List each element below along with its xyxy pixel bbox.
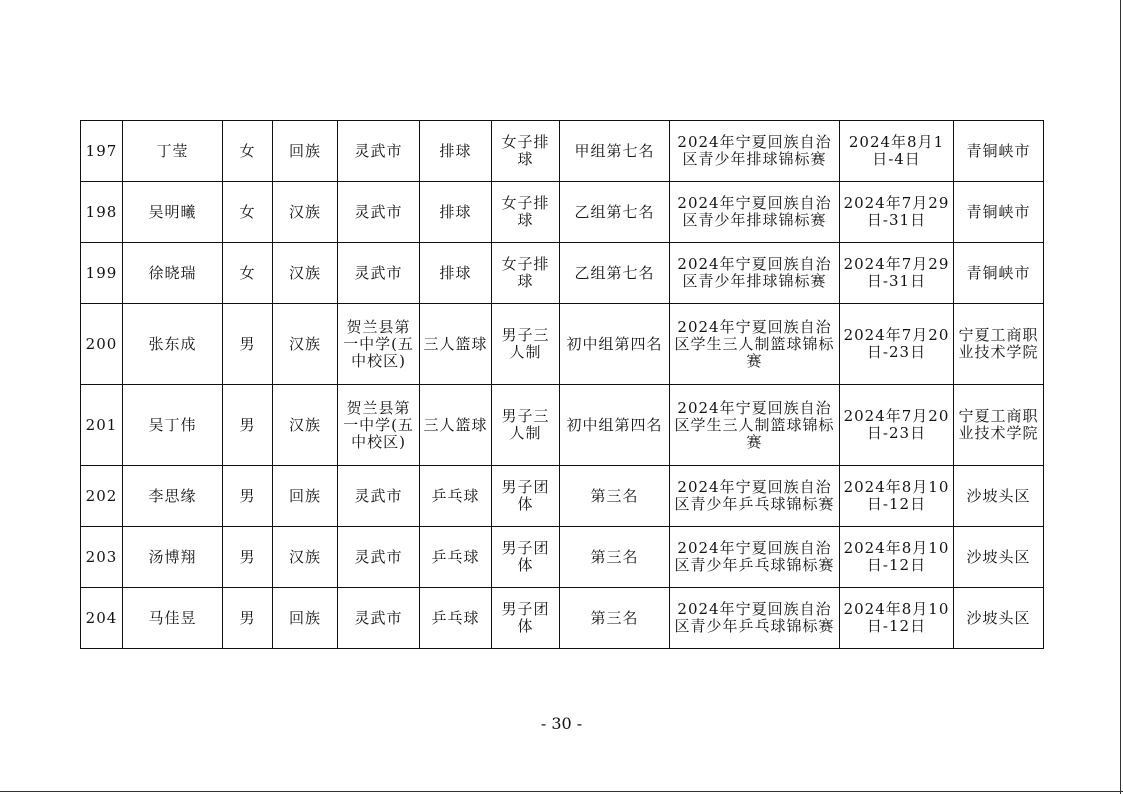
table-row (81, 466, 1044, 527)
row-number: 200 (81, 304, 123, 385)
row-number: 197 (81, 121, 123, 182)
gender: 女 (223, 121, 273, 182)
result: 初中组第四名 (560, 304, 670, 385)
sport: 乒乓球 (420, 527, 492, 588)
venue: 宁夏工商职业技术学院 (954, 385, 1044, 466)
athlete-name: 丁莹 (123, 121, 223, 182)
gender: 女 (223, 243, 273, 304)
dates: 2024年8月10日-12日 (840, 466, 954, 527)
competition: 2024年宁夏回族自治区青少年乒乓球锦标赛 (670, 466, 840, 527)
table-body (81, 121, 1044, 649)
table-row (81, 527, 1044, 588)
competition: 2024年宁夏回族自治区青少年乒乓球锦标赛 (670, 588, 840, 649)
event: 男子团体 (492, 466, 560, 527)
unit: 贺兰县第一中学(五中校区) (338, 385, 420, 466)
athlete-name: 吴丁伟 (123, 385, 223, 466)
dates: 2024年7月29日-31日 (840, 182, 954, 243)
result: 第三名 (560, 588, 670, 649)
page-number: - 30 - (540, 714, 583, 733)
competition: 2024年宁夏回族自治区学生三人制篮球锦标赛 (670, 304, 840, 385)
dates: 2024年8月1日-4日 (840, 121, 954, 182)
result: 乙组第七名 (560, 182, 670, 243)
competition: 2024年宁夏回族自治区学生三人制篮球锦标赛 (670, 385, 840, 466)
ethnicity: 汉族 (273, 385, 338, 466)
venue: 沙坡头区 (954, 527, 1044, 588)
table-row (81, 304, 1044, 385)
result: 初中组第四名 (560, 385, 670, 466)
dates: 2024年7月20日-23日 (840, 304, 954, 385)
sport: 三人篮球 (420, 304, 492, 385)
row-number: 201 (81, 385, 123, 466)
competition: 2024年宁夏回族自治区青少年排球锦标赛 (670, 182, 840, 243)
row-number: 204 (81, 588, 123, 649)
gender: 男 (223, 385, 273, 466)
unit: 灵武市 (338, 121, 420, 182)
ethnicity: 回族 (273, 121, 338, 182)
page-edge-bottom (0, 791, 1123, 792)
competition: 2024年宁夏回族自治区青少年排球锦标赛 (670, 243, 840, 304)
unit: 贺兰县第一中学(五中校区) (338, 304, 420, 385)
gender: 男 (223, 466, 273, 527)
dates: 2024年7月20日-23日 (840, 385, 954, 466)
event: 女子排球 (492, 121, 560, 182)
table-row (81, 182, 1044, 243)
sport: 三人篮球 (420, 385, 492, 466)
competition: 2024年宁夏回族自治区青少年排球锦标赛 (670, 121, 840, 182)
venue: 青铜峡市 (954, 121, 1044, 182)
venue: 宁夏工商职业技术学院 (954, 304, 1044, 385)
venue: 沙坡头区 (954, 466, 1044, 527)
result: 第三名 (560, 527, 670, 588)
unit: 灵武市 (338, 466, 420, 527)
gender: 女 (223, 182, 273, 243)
ethnicity: 回族 (273, 588, 338, 649)
result: 乙组第七名 (560, 243, 670, 304)
ethnicity: 汉族 (273, 304, 338, 385)
athlete-name: 汤博翔 (123, 527, 223, 588)
athlete-name: 马佳昱 (123, 588, 223, 649)
sport: 乒乓球 (420, 466, 492, 527)
ethnicity: 汉族 (273, 527, 338, 588)
gender: 男 (223, 527, 273, 588)
unit: 灵武市 (338, 588, 420, 649)
gender: 男 (223, 588, 273, 649)
ethnicity: 回族 (273, 466, 338, 527)
venue: 青铜峡市 (954, 182, 1044, 243)
athlete-name: 张东成 (123, 304, 223, 385)
athlete-name: 吴明曦 (123, 182, 223, 243)
row-number: 199 (81, 243, 123, 304)
venue: 青铜峡市 (954, 243, 1044, 304)
row-number: 198 (81, 182, 123, 243)
unit: 灵武市 (338, 243, 420, 304)
row-number: 203 (81, 527, 123, 588)
result: 甲组第七名 (560, 121, 670, 182)
dates: 2024年8月10日-12日 (840, 588, 954, 649)
dates: 2024年7月29日-31日 (840, 243, 954, 304)
athlete-name: 徐晓瑞 (123, 243, 223, 304)
venue: 沙坡头区 (954, 588, 1044, 649)
gender: 男 (223, 304, 273, 385)
event: 男子三人制 (492, 304, 560, 385)
sport: 排球 (420, 121, 492, 182)
ethnicity: 汉族 (273, 243, 338, 304)
ethnicity: 汉族 (273, 182, 338, 243)
table-row (81, 243, 1044, 304)
event: 女子排球 (492, 243, 560, 304)
sport: 乒乓球 (420, 588, 492, 649)
table-row (81, 121, 1044, 182)
athlete-name: 李思缘 (123, 466, 223, 527)
event: 男子三人制 (492, 385, 560, 466)
row-number: 202 (81, 466, 123, 527)
event: 男子团体 (492, 527, 560, 588)
table-row (81, 588, 1044, 649)
sport: 排球 (420, 243, 492, 304)
sport: 排球 (420, 182, 492, 243)
competition: 2024年宁夏回族自治区青少年乒乓球锦标赛 (670, 527, 840, 588)
unit: 灵武市 (338, 527, 420, 588)
dates: 2024年8月10日-12日 (840, 527, 954, 588)
event: 男子团体 (492, 588, 560, 649)
unit: 灵武市 (338, 182, 420, 243)
result: 第三名 (560, 466, 670, 527)
athlete-results-table (80, 120, 1044, 649)
event: 女子排球 (492, 182, 560, 243)
table-row (81, 385, 1044, 466)
page-edge-right (1120, 0, 1121, 794)
